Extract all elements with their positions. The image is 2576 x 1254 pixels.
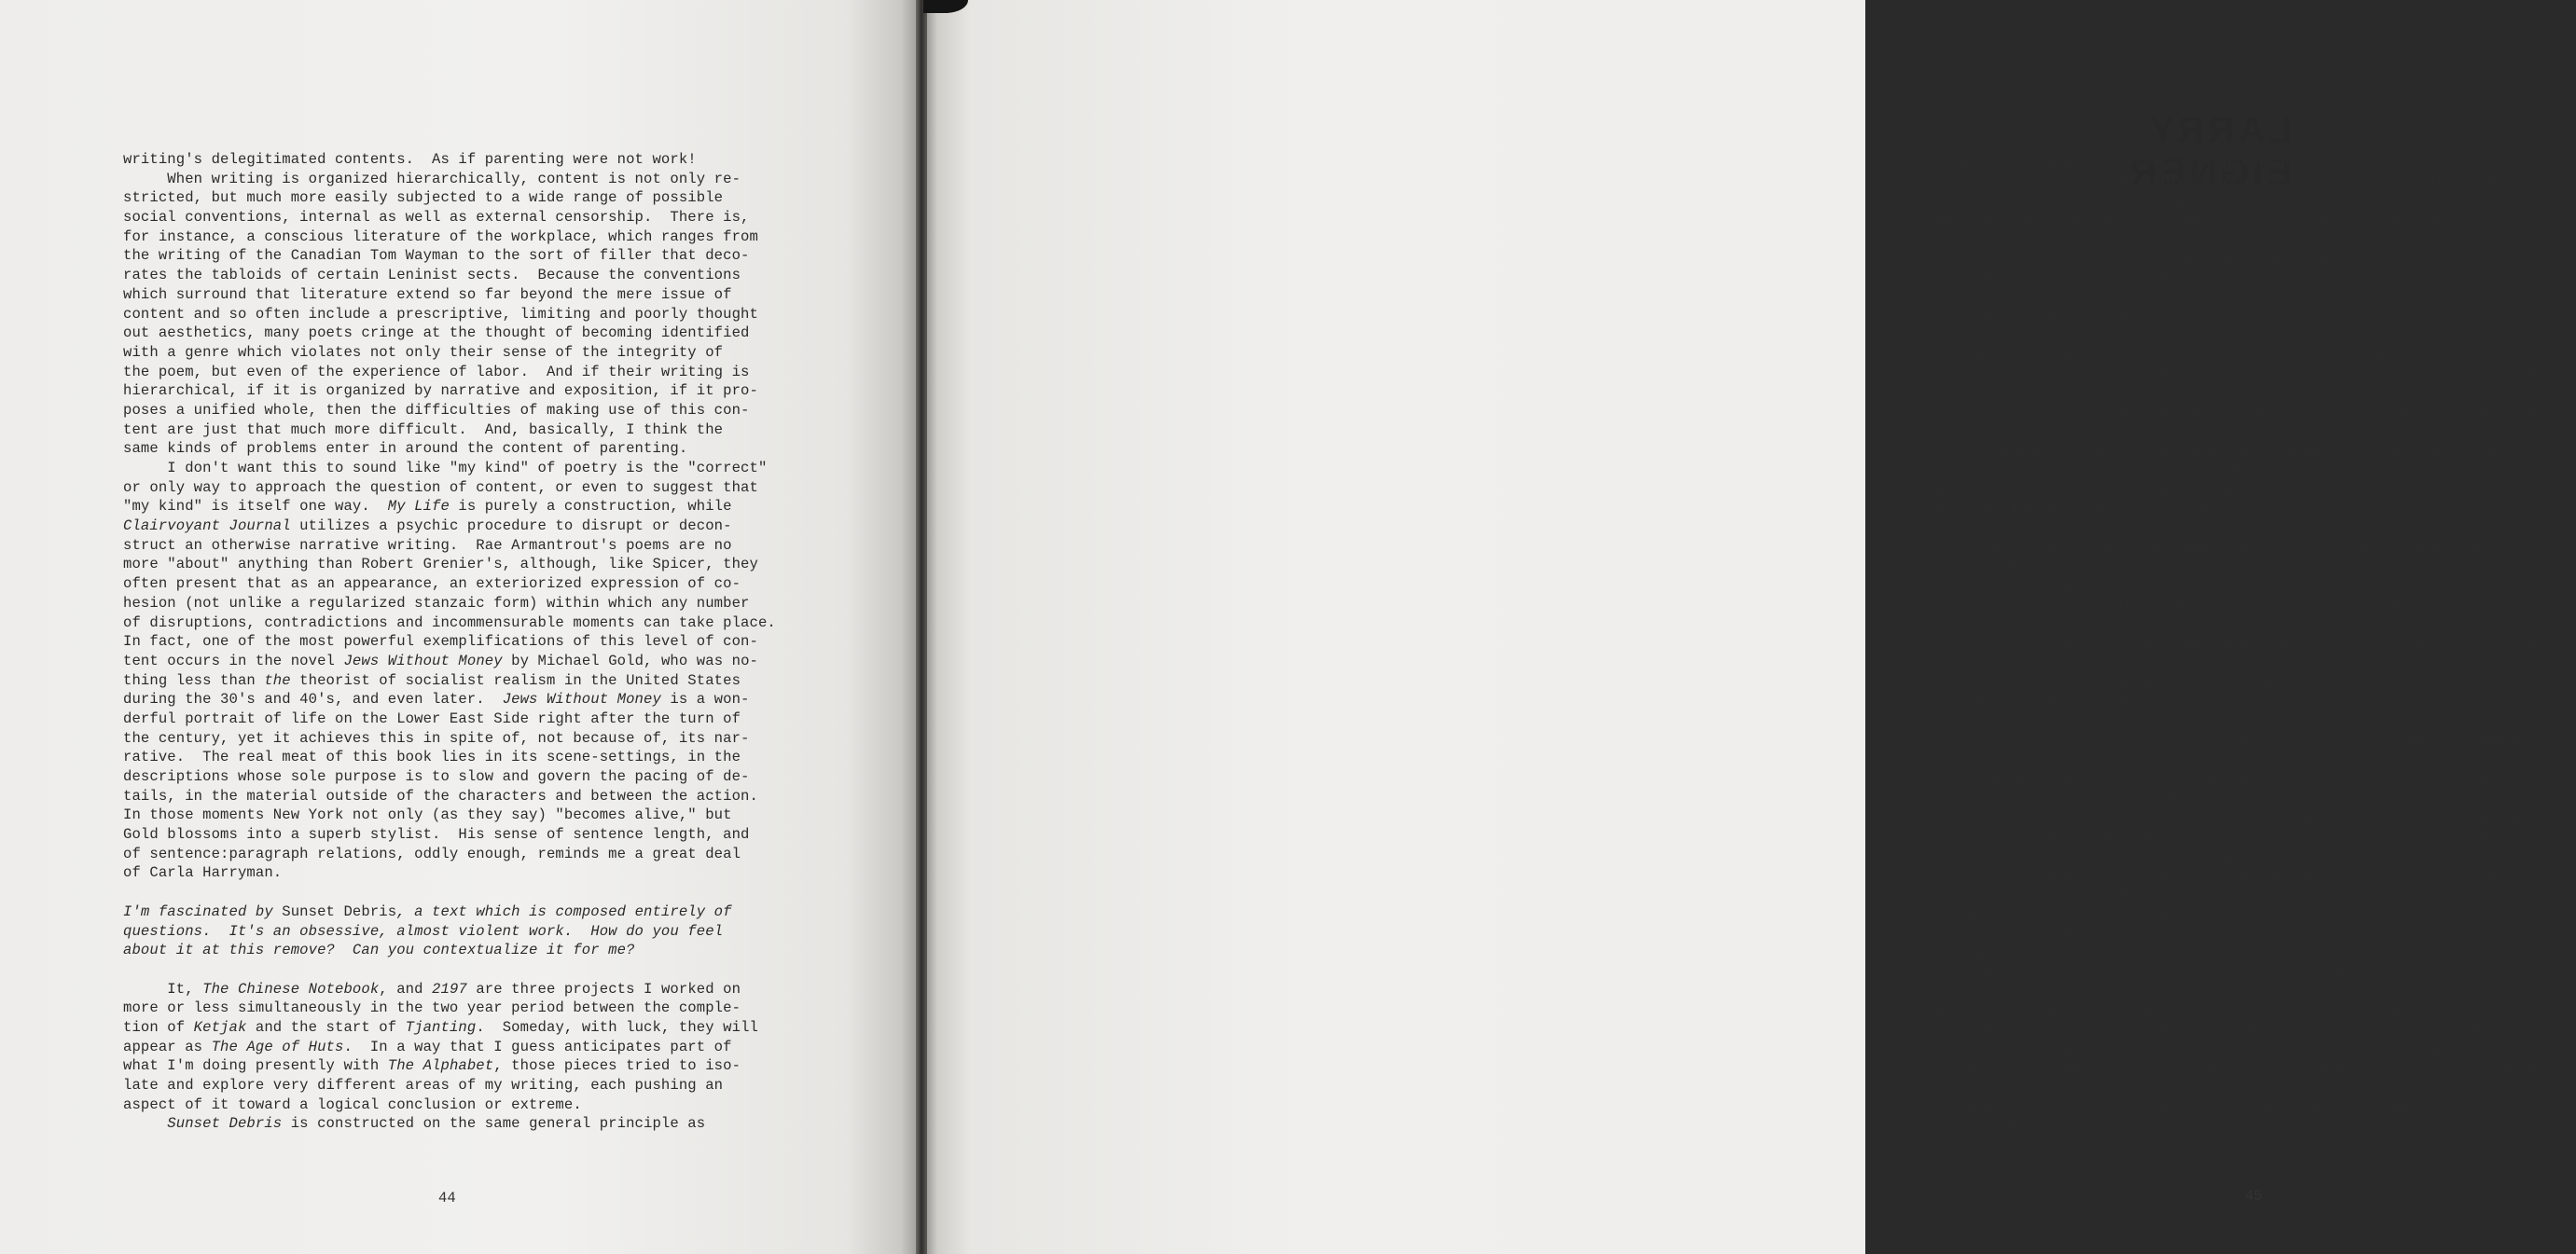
- text-run: There is a pleasure to be taken in each, but it is not the same. It was: [1923, 790, 2558, 807]
- left-text-line: [123, 980, 776, 999]
- left-text-line: [123, 1114, 776, 1134]
- text-run: in writing is closely alligned with the same pheno-: [2072, 732, 2532, 750]
- italic-text: Jews Without Money: [502, 691, 661, 709]
- right-text-line: [1923, 577, 2576, 597]
- text-run: are three projects I worked on: [466, 980, 741, 998]
- text-run: Gold blossoms into a superb stylist. His sense of sentence length, and: [123, 826, 750, 844]
- italic-text: 2197: [432, 980, 467, 998]
- left-text-line: [123, 324, 776, 343]
- right-text-line: [1923, 866, 2576, 886]
- text-run: of Carla Harryman.: [123, 864, 283, 882]
- text-run: It,: [123, 980, 203, 998]
- left-text-line: [123, 632, 776, 652]
- italic-text: Sunset Debris: [2090, 462, 2206, 479]
- italic-text: Jews Without Money: [343, 652, 503, 669]
- text-run: social conventions, internal as well as external censorship. There is,: [123, 209, 750, 227]
- right-text-line: [1923, 1079, 2576, 1098]
- left-text-line: [123, 652, 776, 671]
- italic-text: Sunset Debris: [2082, 520, 2197, 538]
- text-run: . And this presence, in turn, impacts: [2205, 462, 2541, 479]
- left-page-body: [123, 150, 776, 1134]
- text-run: aspect of it toward a logical conclusion or extreme.: [123, 1096, 582, 1113]
- text-run: by Michael Gold, who was no-: [502, 652, 758, 669]
- right-text-line: [1923, 828, 2576, 847]
- italic-text: questions. It's an obsessive, almost violent work. How do you feel: [123, 922, 724, 940]
- text-run: for instance, a conscious literature of the workplace, which ranges from: [123, 227, 758, 245]
- right-text-line: [1923, 674, 2576, 694]
- text-run: or only way to approach the question of content, or even to suggest that: [123, 478, 758, 496]
- left-text-line: [123, 671, 776, 691]
- right-text-line: [1923, 288, 2576, 308]
- text-run: tween writer and reader. As sender and receiver do not exist in vacuums,: [1923, 539, 2568, 557]
- left-text-line: [123, 825, 776, 845]
- text-run: is a won-: [660, 691, 750, 709]
- text-run: not normally available. As advertisers have known for decades, the pro-: [1923, 636, 2558, 654]
- left-text-line: [123, 787, 776, 806]
- paragraph-gap: [123, 960, 776, 980]
- text-run: stricted, but much more easily subjected to a wide range of possible: [123, 189, 724, 207]
- right-text-line: [1923, 751, 2576, 770]
- text-run: long textual body, 50 pages in manuscript, that, being one continuous: [1923, 944, 2532, 962]
- text-run: I don't want this to sound like "my kind" of poetry is the "correct": [123, 460, 768, 476]
- text-run: hesion (not unlike a regularized stanzaic form) within which any number: [123, 594, 750, 612]
- italic-text: Clairvoyant Journal: [123, 517, 291, 535]
- text-run: the poem, but even of the experience of labor. And if their writing is: [123, 363, 750, 380]
- right-text-line: [1923, 1040, 2576, 1060]
- right-text-line: [1923, 616, 2576, 636]
- text-run: this aspect of intersubjectivity which caused me to introduce so much: [1923, 809, 2532, 827]
- text-run: Sunset Debris: [282, 903, 397, 920]
- left-text-line: [123, 478, 776, 498]
- text-run: during the 30's and 40's, and even later.: [123, 691, 503, 709]
- italic-text: The Age of Huts: [211, 1038, 344, 1055]
- text-run: and the start of: [246, 1018, 406, 1036]
- left-text-line: [123, 594, 776, 613]
- right-text-line: [1923, 790, 2576, 809]
- text-run: tent occurs in the novel: [123, 652, 344, 669]
- right-text-line: [1923, 847, 2576, 867]
- text-run: late and explore very different areas of my writing, each pushing an: [123, 1077, 724, 1094]
- left-text-line: [123, 170, 776, 189]
- left-text-line: [123, 381, 776, 401]
- text-run: content and so often include a prescriptive, limiting and poorly thought: [123, 305, 758, 323]
- right-text-line: [1923, 597, 2576, 616]
- right-text-line: [1923, 712, 2576, 732]
- italic-text: Sitting Up: [2444, 192, 2532, 210]
- left-text-line: [123, 497, 776, 517]
- text-run: word "I," something very similar occurs. Most of the lines are found: [1923, 346, 2532, 364]
- right-text-line: [1923, 539, 2576, 558]
- text-run: a character, a felt presence which is really no more than an abstraction: [1923, 423, 2558, 441]
- left-text-line: [123, 150, 776, 170]
- text-run: grammatical feature. The suppression of any main verbs in: [1923, 192, 2444, 210]
- left-text-line: [123, 266, 776, 285]
- left-text-line: [123, 401, 776, 420]
- right-text-line: [1923, 732, 2576, 751]
- left-text-line: [123, 420, 776, 440]
- text-run: had a strong sense of and felt the need to explore. This dimension of: [1923, 712, 2541, 730]
- text-run: disturbing and felt as violent by some readers. Interestingly, both: [1923, 983, 2524, 1000]
- left-text-line: [123, 1018, 776, 1038]
- right-text-line: [1923, 655, 2576, 674]
- text-run: exposition. Yet by sheer juxtaposition these reiterated "I"s form into: [1923, 404, 2550, 421]
- italic-text: Ketjak: [193, 1018, 247, 1036]
- right-text-line: [1923, 693, 2576, 712]
- text-run: The last time I read it in public, at New College in late '82, I: [1923, 1080, 2532, 1096]
- text-run: of disruptions, contradictions and incommensurable moments can take place.: [123, 613, 776, 631]
- text-run: struct an otherwise narrative writing. Rae Armantrout's poems are no: [123, 536, 732, 554]
- left-text-line: [123, 188, 776, 208]
- text-run: thing less than: [123, 671, 265, 689]
- text-run: "Berkeley," which is in the Lally anthology, and: [1923, 154, 2356, 171]
- text-run: tails, in the material outside of the characters and between the action.: [123, 787, 758, 805]
- right-text-line: [1923, 983, 2576, 1002]
- text-run: so as to avoid as much as possible any sense of narrative or normative: [1923, 385, 2541, 403]
- text-run: writing's delegitimated contents. As if parenting were not work!: [123, 151, 697, 168]
- text-run: of a full stop than a simple period, it hammers this point home within a: [1923, 925, 2558, 943]
- text-run: the few pieces that calls attention to that dimension of its existence.: [1923, 1060, 2550, 1078]
- left-text-line: [123, 246, 776, 266]
- right-text-line: [1923, 153, 2576, 172]
- left-text-line: [123, 1056, 776, 1076]
- text-run: appear as: [123, 1038, 212, 1055]
- right-text-line: [1923, 462, 2576, 481]
- text-run: [123, 1115, 167, 1132]
- text-run: often present that as an appearance, an exteriorized expression of co-: [123, 575, 741, 593]
- book-gutter: [916, 0, 927, 1254]
- right-text-line: [1923, 326, 2576, 346]
- right-text-line: [1923, 481, 2576, 501]
- right-text-line: [1923, 308, 2576, 327]
- right-text-line: [1923, 886, 2576, 905]
- left-text-line: [123, 1096, 776, 1115]
- text-run: of sentence:paragraph relations, oddly enough, reminds me a great deal: [123, 845, 741, 862]
- text-run: the book, or consciously reject its thesis, but an actual response is: [1923, 616, 2532, 634]
- text-run: tion of: [123, 1018, 194, 1036]
- italic-text: the: [264, 671, 291, 689]
- text-run: Perhaps this is the shadow side of writing, but it's one I've long: [1923, 694, 2550, 711]
- italic-text: Taking Steps: [1923, 172, 2029, 190]
- left-text-line: [123, 748, 776, 767]
- text-run: cess of consuming information is an act of submission. To have read these: [1923, 655, 2576, 672]
- text-run: materials, very few of which are from any one source, and they're ordered: [1923, 365, 2568, 383]
- italic-text: Tjanting: [405, 1018, 477, 1036]
- text-run: what I'm doing presently with: [123, 1057, 388, 1075]
- text-run: rates the tabloids of certain Leninist sects. Because the conventions: [123, 267, 741, 284]
- right-text-line: [1923, 1001, 2576, 1021]
- text-run: In those moments New York not only (as they say) "becomes alive," but: [123, 806, 732, 824]
- italic-text: The Pushcart Prize IV: [2373, 250, 2558, 268]
- italic-text: My Life: [387, 498, 450, 516]
- right-text-line: [1923, 808, 2576, 828]
- text-run: more or less simultaneously in the two year period between the comple-: [123, 999, 741, 1017]
- text-run: Michael Waltuch and Alan Davies have produced texts which "answer" every: [1923, 1002, 2558, 1020]
- text-run: the writing of the Canadian Tom Wayman to the sort of filler that deco-: [123, 247, 750, 265]
- italic-text: Sunset Debris: [2205, 829, 2320, 847]
- left-text-line: [123, 305, 776, 324]
- text-run: When writing is organized hierarchically, content is not only re-: [123, 170, 741, 187]
- italic-text: about it at this remove? Can you contextualize it for me?: [123, 942, 635, 959]
- right-text-line: [1923, 191, 2576, 211]
- text-run: utilizes a psychic procedure to disrupt or decon-: [290, 517, 732, 535]
- text-run: displaces, but does not eliminate, one's sense of referential action.: [1923, 212, 2532, 229]
- italic-text: The Chinese Notebook: [202, 980, 380, 998]
- text-run: significantly on how a given line is read or understood, which can be: [1923, 481, 2532, 499]
- text-run: the century, yet it achieves this in spite of, not because of, its nar-: [123, 729, 750, 747]
- left-text-line: [123, 285, 776, 305]
- right-text-line: [1923, 944, 2576, 963]
- left-text-line: [123, 208, 776, 227]
- text-run: was surprised at how light it felt. The work wasn't nearly as dark as: [1923, 1098, 2541, 1116]
- italic-text: I'm fascinated by: [123, 903, 283, 920]
- text-run: poses a unified whole, then the difficulties of making use of this con-: [123, 401, 750, 419]
- right-text-line: [1923, 346, 2576, 365]
- left-text-line: [123, 363, 776, 382]
- text-run: In fact, one of the most powerful exemplifications of this level of con-: [123, 633, 758, 651]
- right-text-line: [1923, 1059, 2576, 1079]
- text-run: tion mark. Every sentence is supposed to remind the reader of her or: [1923, 887, 2532, 904]
- right-text-line: [1923, 963, 2576, 983]
- right-text-line: [1923, 1021, 2576, 1040]
- text-run: words is to have had these thoughts, which were not your own.: [1923, 674, 2461, 692]
- right-text-line: [1923, 384, 2576, 404]
- text-run: in the discovery of where, sentence by sentence, that active or (liter-: [1923, 288, 2550, 306]
- text-run: question. But, overall, I don't think that: [1923, 1021, 2312, 1039]
- right-text-line: [1923, 558, 2576, 577]
- text-run: paragraph, is a solid wall of words. I'm certain that the effect can be: [1923, 963, 2558, 981]
- right-text-line: [1923, 1117, 2576, 1137]
- text-run: "violent" than any other work of writing. Rather, it is simply one of: [1923, 1040, 2541, 1058]
- text-run: explicitly sexual language into: [1923, 829, 2206, 847]
- text-run: , and: [379, 980, 433, 998]
- right-text-line: [1923, 905, 2576, 925]
- italic-text: The Alphabet: [387, 1057, 494, 1075]
- text-run: is constructed on the same general principle as: [282, 1115, 706, 1133]
- text-run: of a grammatical feature, but which is probably as "obsessive" in its own: [1923, 443, 2568, 461]
- page-number-right: 45: [2245, 1188, 2263, 1205]
- italic-text: Sitting Up, Standing,: [2355, 154, 2541, 171]
- left-text-line: [123, 555, 776, 574]
- left-text-line: [123, 574, 776, 594]
- text-run: sely intimate and erotic. To write is to fuck. To read is to be fucked.: [1923, 771, 2568, 788]
- text-run: descriptions whose sole purpose is to slow and govern the pacing of de-: [123, 768, 750, 785]
- left-text-line: [123, 439, 776, 459]
- right-text-line: [1923, 230, 2576, 250]
- text-run: is any more: [2426, 1021, 2532, 1039]
- text-run: derful portrait of life on the Lower East Side right after the turn of: [123, 710, 741, 727]
- text-run: out aesthetics, many poets cringe at the thought of becoming identified: [123, 324, 750, 342]
- left-text-line: [123, 729, 776, 749]
- text-run: menon elsewhere, which no doubt explains why writing can feel so inten-: [1923, 751, 2550, 769]
- left-text-line: [123, 536, 776, 556]
- text-run: any communication involves a relationship, an important dimension of: [1923, 558, 2524, 576]
- right-page: [923, 0, 2576, 1254]
- left-text-line: [123, 922, 776, 942]
- text-run: "my kind" is itself one way.: [123, 498, 388, 516]
- text-run: In "Berkeley," where every line is a statement beginning with the: [1923, 327, 2541, 345]
- text-run: , where each sentence or line in the work displays the same: [2029, 172, 2550, 190]
- text-run: . Someday, with luck, they will: [476, 1018, 758, 1036]
- text-run: , those pieces tried to iso-: [493, 1057, 741, 1075]
- page-number-left: 44: [438, 1190, 456, 1206]
- text-run: vastly different from its meaning within its original context.: [1923, 501, 2471, 518]
- left-text-line: [123, 1038, 776, 1057]
- text-run: his inability to respond. And, rhythmically, because it's so much more: [1923, 905, 2550, 923]
- text-run: was to explore the social contract be-: [2196, 520, 2541, 538]
- text-run: ally) verbal function goes.: [1923, 308, 2162, 325]
- text-run: more "about" anything than Robert Grenier's, although, like Spicer, they: [123, 556, 758, 573]
- left-page: [0, 0, 920, 1254]
- left-text-line: [123, 903, 776, 922]
- left-text-line: [123, 227, 776, 247]
- right-text-line: [1923, 770, 2576, 790]
- text-run: This combines of course with the constant punctuation of the ques-: [1923, 867, 2550, 885]
- left-text-line: [123, 690, 776, 710]
- text-run: . It is not the sex that: [2320, 829, 2541, 847]
- right-text-line: [1923, 500, 2576, 519]
- italic-text: , a text which is composed entirely of: [396, 903, 732, 920]
- left-text-line: [123, 941, 776, 960]
- text-run: I'd remembered it.: [1923, 1118, 2083, 1136]
- right-text-line: [1923, 249, 2576, 269]
- text-run: with a genre which violates not only their sense of the integrity of: [123, 343, 724, 361]
- text-run: tent are just that much more difficult. And, basically, I think the: [123, 420, 724, 438]
- text-run: interests me there, but the dimension it shares with writing.: [1923, 847, 2461, 865]
- left-text-line: [123, 710, 776, 729]
- right-text-line: [1923, 925, 2576, 944]
- left-text-line: [123, 845, 776, 864]
- left-text-line: [123, 1076, 776, 1096]
- text-run: hierarchical, if it is organized by narrative and exposition, if it pro-: [123, 382, 758, 400]
- text-run: under the heading of fiction. But, for me, the center of that work is: [1923, 269, 2541, 287]
- right-text-line: [1923, 1098, 2576, 1118]
- right-text-line: [1923, 172, 2576, 192]
- text-run: which surround that literature extend so far beyond the mere issue of: [123, 285, 732, 303]
- text-run: rative. The real meat of this book lies in its scene-settings, in the: [123, 749, 741, 766]
- italic-text: intersubjectivity: [1923, 732, 2073, 750]
- left-text-line: [123, 806, 776, 825]
- text-run: My idea with: [1923, 520, 2083, 538]
- italic-text: Sunset Debris: [2311, 1021, 2427, 1039]
- text-run: same kinds of problems enter in around the content of parenting.: [123, 440, 688, 458]
- paragraph-gap: [123, 883, 776, 903]
- right-text-line: [1923, 635, 2576, 655]
- text-run: which is always power. In writing as elsewhere, this relationship is: [1923, 578, 2532, 596]
- left-text-line: [123, 999, 776, 1018]
- left-text-line: [123, 613, 776, 633]
- text-run: is purely a construction, while: [449, 498, 732, 516]
- left-text-line: [123, 863, 776, 883]
- right-text-line: [1923, 519, 2576, 539]
- left-text-line: [123, 343, 776, 363]
- right-text-line: [1923, 365, 2576, 385]
- left-text-line: [123, 517, 776, 536]
- right-text-line: [1923, 404, 2576, 423]
- right-text-line: [1923, 423, 2576, 443]
- italic-text: Sunset Debris: [167, 1115, 283, 1133]
- text-run: . In a way that I guess anticipates part of: [343, 1038, 732, 1055]
- right-text-line: [1923, 269, 2576, 288]
- right-page-body: [1923, 153, 2576, 1137]
- text-run: way as anything in: [1923, 462, 2091, 479]
- text-run: theorist of socialist realism in the United States: [290, 671, 741, 689]
- right-text-line: [1923, 211, 2576, 230]
- left-text-line: [123, 767, 776, 787]
- left-text-line: [123, 459, 776, 478]
- text-run: than a little amused to see the piece reprinted in: [1923, 250, 2374, 268]
- text-run: asymmetrical -- the author gets to do the talking. The reader can shut: [1923, 597, 2550, 614]
- text-run: In fact, many readers do not even recognize that absence, and I was more: [1923, 230, 2558, 248]
- right-text-line: [1923, 442, 2576, 462]
